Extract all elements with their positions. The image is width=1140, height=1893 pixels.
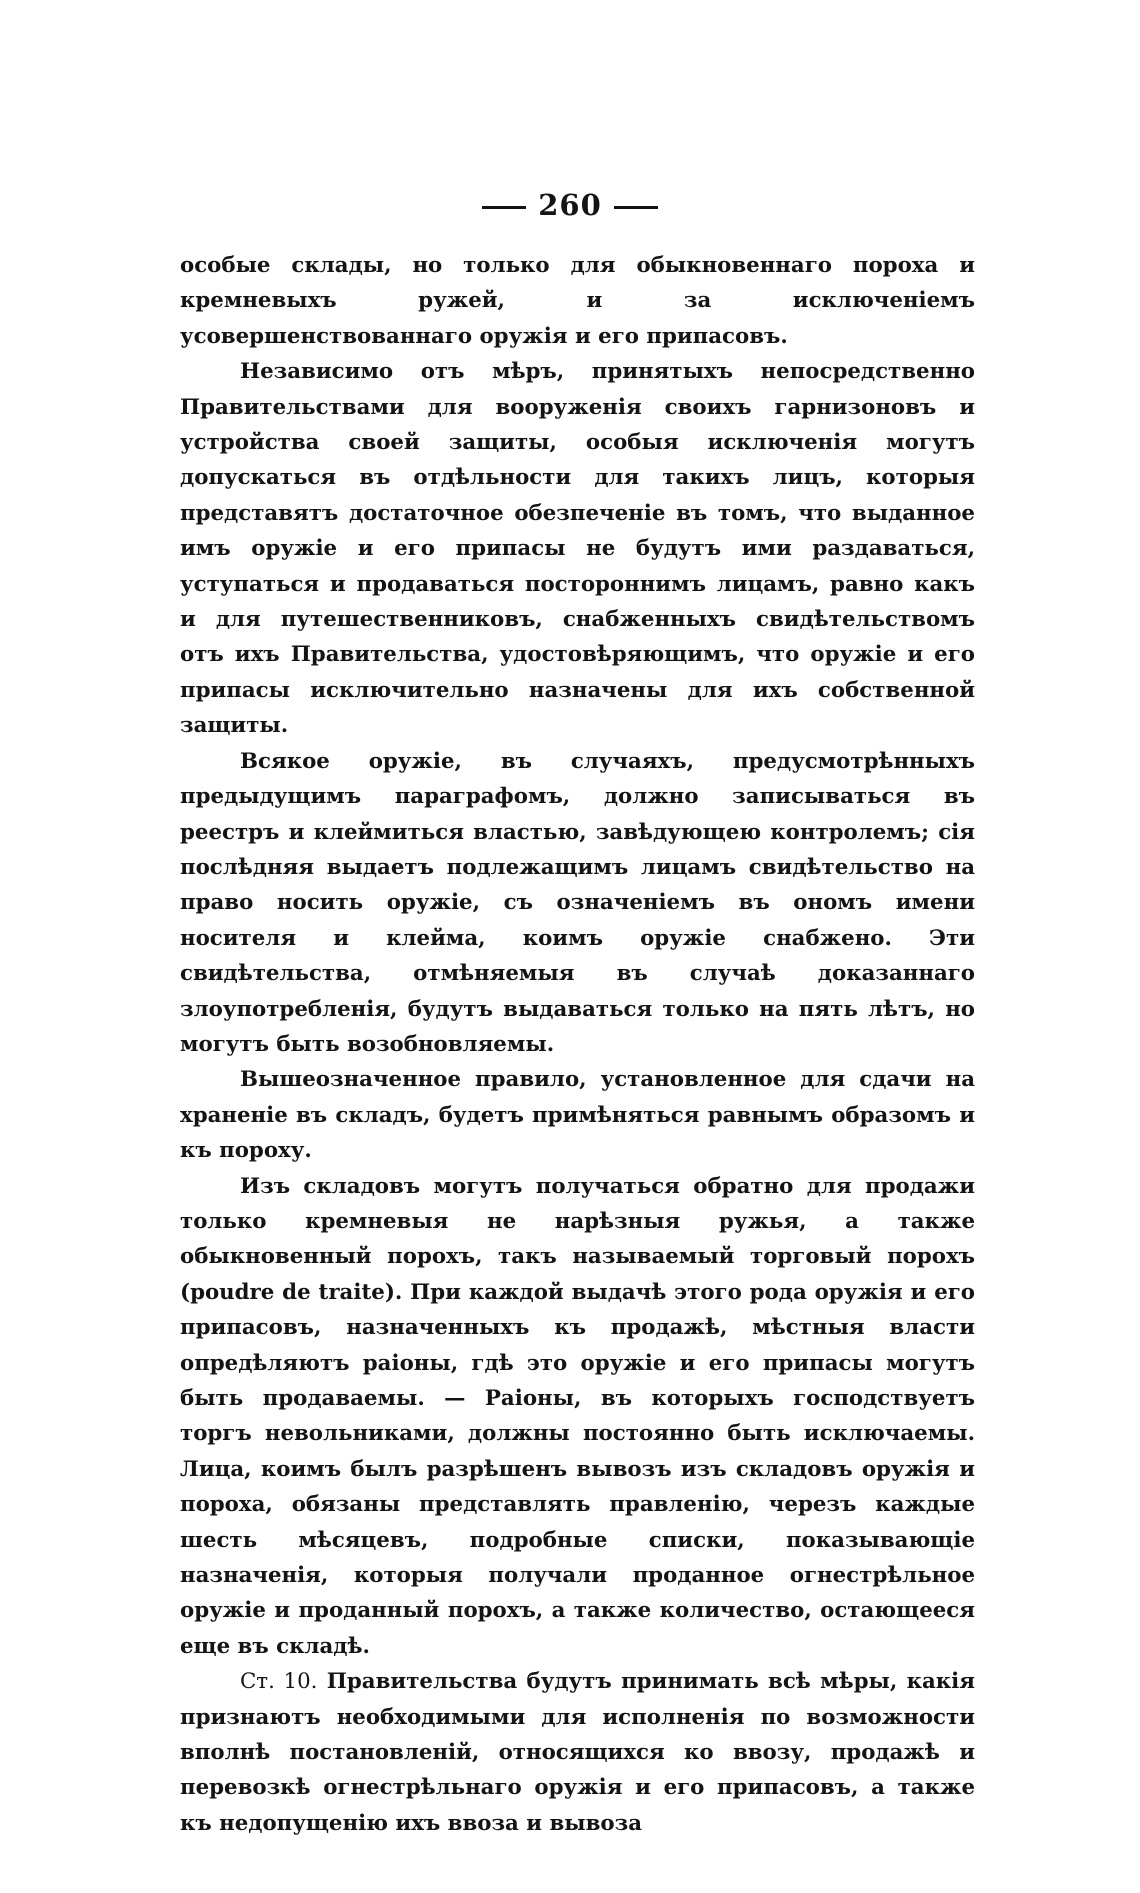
paragraph: Изъ складовъ могутъ получаться обратно для продажи только кремневыя не нарѣзныя ружья, а также обыкновенный порохъ, такъ называемый торговый порохъ (poudre de traite). При каждой выдачѣ этого рода оружія и его припасовъ, назначенныхъ къ продажѣ, мѣстныя власти опредѣляютъ раіоны, гдѣ это оружіе и его припасы могутъ быть продаваемы. — Раіоны, въ которыхъ господствуетъ торгъ невольниками, должны постоянно быть исключаемы. Лица, коимъ былъ разрѣшенъ вывозъ изъ складовъ оружія и пороха, обязаны представлять правленію, черезъ каждые шесть мѣсяцевъ, подробные списки, показывающіе назначенія, которыя получали проданное огнестрѣльное оружіе и проданный порохъ, а также количество, остающееся еще въ складѣ. [180, 1173, 975, 1659]
page-number: 260 [538, 188, 602, 222]
page-number-header [0, 188, 1140, 222]
right-dash [614, 206, 658, 209]
article-label: Ст. 10. [240, 1669, 318, 1695]
paragraph: Вышеозначенное правило, установленное для сдачи на храненіе въ складъ, будетъ примѣняться равнымъ образомъ и къ пороху. [180, 1067, 975, 1164]
paragraph: Всякое оружіе, въ случаяхъ, предусмотрѣнныхъ предыдущимъ параграфомъ, должно записываться въ реестръ и клеймиться властью, завѣдующею контролемъ; сія послѣдняя выдаетъ подлежащимъ лицамъ свидѣтельство на право носить оружіе, съ означеніемъ въ ономъ имени носителя и клейма, коимъ оружіе снабжено. Эти свидѣтельства, отмѣняемыя въ случаѣ доказаннаго злоупотребленія, будутъ выдаваться только на пять лѣтъ, но могутъ быть возобновляемы. [180, 748, 975, 1057]
paragraph: Независимо отъ мѣръ, принятыхъ непосредственно Правительствами для вооруженія своихъ гарнизоновъ и устройства своей защиты, особыя исключенія могутъ допускаться въ отдѣльности для такихъ лицъ, которыя представятъ достаточное обезпеченіе въ томъ, что выданное имъ оружіе и его припасы не будутъ ими раздаваться, уступаться и продаваться постороннимъ лицамъ, равно какъ и для путешественниковъ, снабженныхъ свидѣтельствомъ отъ ихъ Правительства, удостовѣряющимъ, что оружіе и его припасы исключительно назначены для ихъ собственной защиты. [180, 359, 975, 739]
article-paragraph [180, 1664, 975, 1841]
article-text: Правительства будутъ принимать всѣ мѣры, какія признаютъ необходимыми для исполненія по возможности вполнѣ постановленій, относящихся ко ввозу, продажѣ и перевозкѣ огнестрѣльнаго оружія и его припасовъ, а также къ недопущенію ихъ ввоза и вывоза [180, 1669, 975, 1836]
paragraph: особые склады, но только для обыкновеннаго пороха и кремневыхъ ружей, и за исключеніемъ усовершенствованнаго оружія и его припасовъ. [180, 253, 975, 349]
left-dash [482, 206, 526, 209]
body-text [180, 248, 975, 1841]
